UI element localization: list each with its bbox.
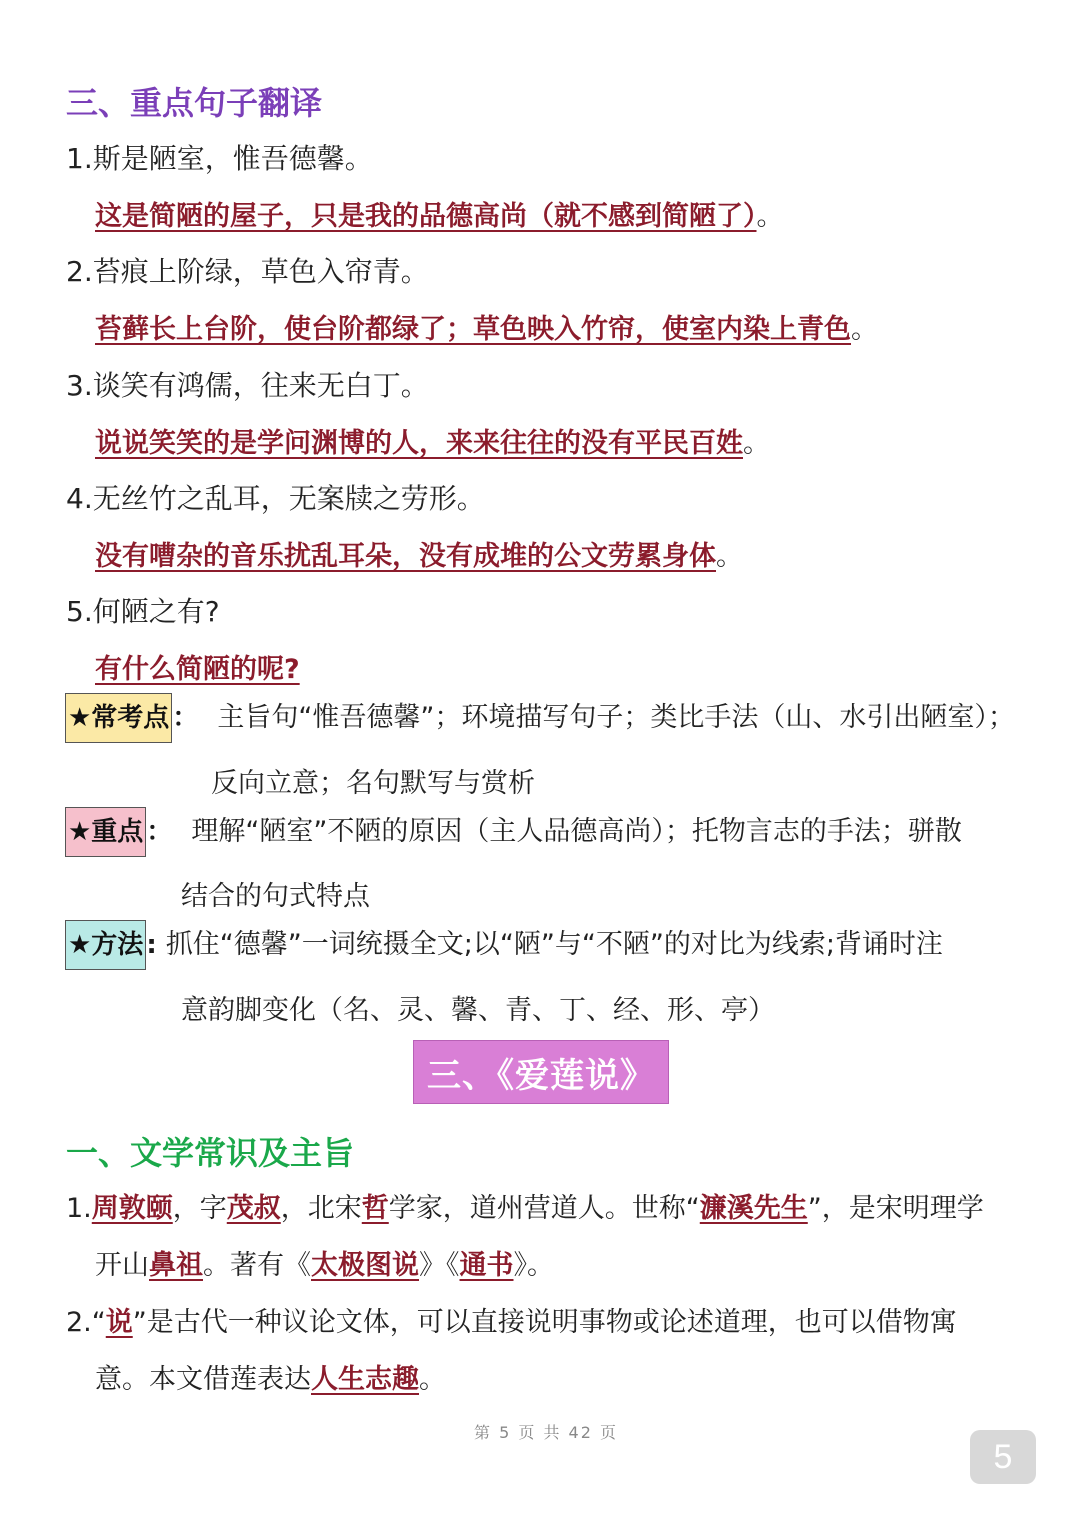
key-points-line-2: 结合的句式特点 xyxy=(181,881,370,912)
lit-text: 。著有《 xyxy=(203,1250,311,1281)
method-tag: ★方法 xyxy=(65,920,146,970)
keyword-work-2: 通书 xyxy=(459,1250,514,1281)
lesson-banner: 三、《爱莲说》 xyxy=(413,1040,669,1104)
lit-text: 1. xyxy=(66,1193,92,1224)
exam-points-tag: ★常考点 xyxy=(65,693,172,743)
sub-heading: 一、文学常识及主旨 xyxy=(66,1134,355,1172)
page-footer: 第 5 页 共 42 页 xyxy=(474,1423,618,1442)
keyword-philosophy: 哲 xyxy=(361,1193,389,1224)
keyword-courtesy-name: 茂叔 xyxy=(226,1193,281,1224)
lit-text: 》。 xyxy=(513,1250,554,1281)
translation-2-text: 苔藓长上台阶，使台阶都绿了；草色映入竹帘，使室内染上青色 xyxy=(95,314,851,345)
keyword-title: 濂溪先生 xyxy=(699,1193,808,1224)
lit-text: 意。本文借莲表达 xyxy=(95,1364,311,1395)
lit-text: ，字 xyxy=(172,1193,227,1224)
method xyxy=(65,920,943,970)
translation-4 xyxy=(95,534,743,573)
key-points-line-1: 理解“陋室”不陋的原因（主人品德高尚）；托物言志的手法；骈散 xyxy=(191,816,962,847)
sentence-3: 3.谈笑有鸿儒，往来无白丁。 xyxy=(66,369,429,402)
exam-points-line-1: 主旨句“惟吾德馨”；环境描写句子；类比手法（山、水引出陋室）； xyxy=(217,702,1015,733)
lit-paragraph-2-line-2 xyxy=(95,1357,446,1396)
keyword-author: 周敦颐 xyxy=(91,1193,173,1224)
translation-3-text: 说说笑笑的是学问渊博的人，来来往往的没有平民百姓 xyxy=(95,428,743,459)
translation-5 xyxy=(95,647,300,686)
keyword-genre: 说 xyxy=(105,1307,133,1338)
key-points-colon: ： xyxy=(146,817,173,847)
lit-text: ”是古代一种议论文体，可以直接说明事物或论述道理，也可以借物寓 xyxy=(132,1307,957,1338)
lit-paragraph-1-line-2 xyxy=(95,1243,554,1282)
translation-3-end: 。 xyxy=(743,428,770,459)
sentence-4: 4.无丝竹之乱耳，无案牍之劳形。 xyxy=(66,482,485,515)
key-points-tag: ★重点 xyxy=(65,807,146,857)
method-line-2: 意韵脚变化（名、灵、馨、青、丁、经、形、亭） xyxy=(181,995,775,1026)
translation-1-text: 这是简陋的屋子，只是我的品德高尚（就不感到简陋了） xyxy=(95,201,757,232)
method-colon: : xyxy=(146,930,157,960)
keyword-founder: 鼻祖 xyxy=(149,1250,203,1281)
lit-text: ”，是宋明理学 xyxy=(807,1193,984,1224)
translation-3 xyxy=(95,421,770,460)
lit-paragraph-2-line-1 xyxy=(66,1300,957,1339)
keyword-theme: 人生志趣 xyxy=(311,1364,419,1395)
lit-text: 开山 xyxy=(95,1250,149,1281)
exam-points xyxy=(65,693,1015,743)
translation-5-text: 有什么简陋的呢? xyxy=(95,654,300,685)
translation-2-end: 。 xyxy=(851,314,878,345)
translation-2 xyxy=(95,307,878,346)
sentence-1: 1.斯是陋室，惟吾德馨。 xyxy=(66,142,373,175)
translation-4-end: 。 xyxy=(716,541,743,572)
lit-text: 学家，道州营道人。世称“ xyxy=(388,1193,700,1224)
exam-points-colon: ： xyxy=(172,703,199,733)
exam-points-line-2: 反向立意；名句默写与赏析 xyxy=(211,768,535,799)
method-line-1: 抓住“德馨”一词统摄全文;以“陋”与“不陋”的对比为线索;背诵时注 xyxy=(165,929,943,960)
translation-4-text: 没有嘈杂的音乐扰乱耳朵，没有成堆的公文劳累身体 xyxy=(95,541,716,572)
translation-1 xyxy=(95,194,784,233)
lit-text: ，北宋 xyxy=(280,1193,362,1224)
lit-text: 。 xyxy=(419,1364,446,1395)
translation-1-end: 。 xyxy=(756,201,784,232)
lit-text: 》《 xyxy=(419,1250,460,1281)
section-heading: 三、重点句子翻译 xyxy=(66,84,323,122)
lit-paragraph-1-line-1 xyxy=(66,1186,984,1225)
sentence-5: 5.何陋之有? xyxy=(66,595,220,628)
page-number-badge: 5 xyxy=(970,1430,1036,1484)
keyword-work-1: 太极图说 xyxy=(311,1250,419,1281)
key-points xyxy=(65,807,962,857)
lit-text: 2.“ xyxy=(66,1307,106,1338)
sentence-2: 2.苔痕上阶绿，草色入帘青。 xyxy=(66,255,429,288)
